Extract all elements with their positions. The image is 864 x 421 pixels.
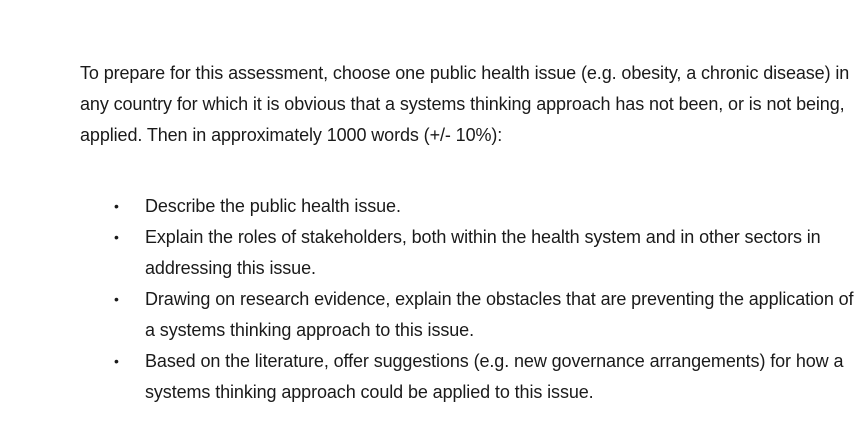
task-bullet-list <box>80 191 855 408</box>
bullet-dot-icon: • <box>114 198 119 214</box>
bullet-item-describe <box>80 191 855 222</box>
bullet-text: Based on the literature, offer suggestions (e.g. new governance arrangements) for how a systems thinking approach could be applied to this issue. <box>145 351 844 402</box>
bullet-dot-icon: • <box>114 291 119 307</box>
bullet-item-obstacles <box>80 284 855 346</box>
bullet-dot-icon: • <box>114 229 119 245</box>
document-page <box>80 58 855 408</box>
bullet-text: Describe the public health issue. <box>145 196 401 216</box>
bullet-item-stakeholders <box>80 222 855 284</box>
bullet-text: Drawing on research evidence, explain the obstacles that are preventing the application of a systems thinking approach to this issue. <box>145 289 854 340</box>
bullet-item-suggestions <box>80 346 855 408</box>
intro-paragraph: To prepare for this assessment, choose one public health issue (e.g. obesity, a chronic disease) in any country for which it is obvious that a systems thinking approach has not been, or is not being, applied. Then in approximately 1000 words (+/- 10%): <box>80 63 850 145</box>
bullet-text: Explain the roles of stakeholders, both within the health system and in other sectors in addressing this issue. <box>145 227 821 278</box>
bullet-dot-icon: • <box>114 353 119 369</box>
